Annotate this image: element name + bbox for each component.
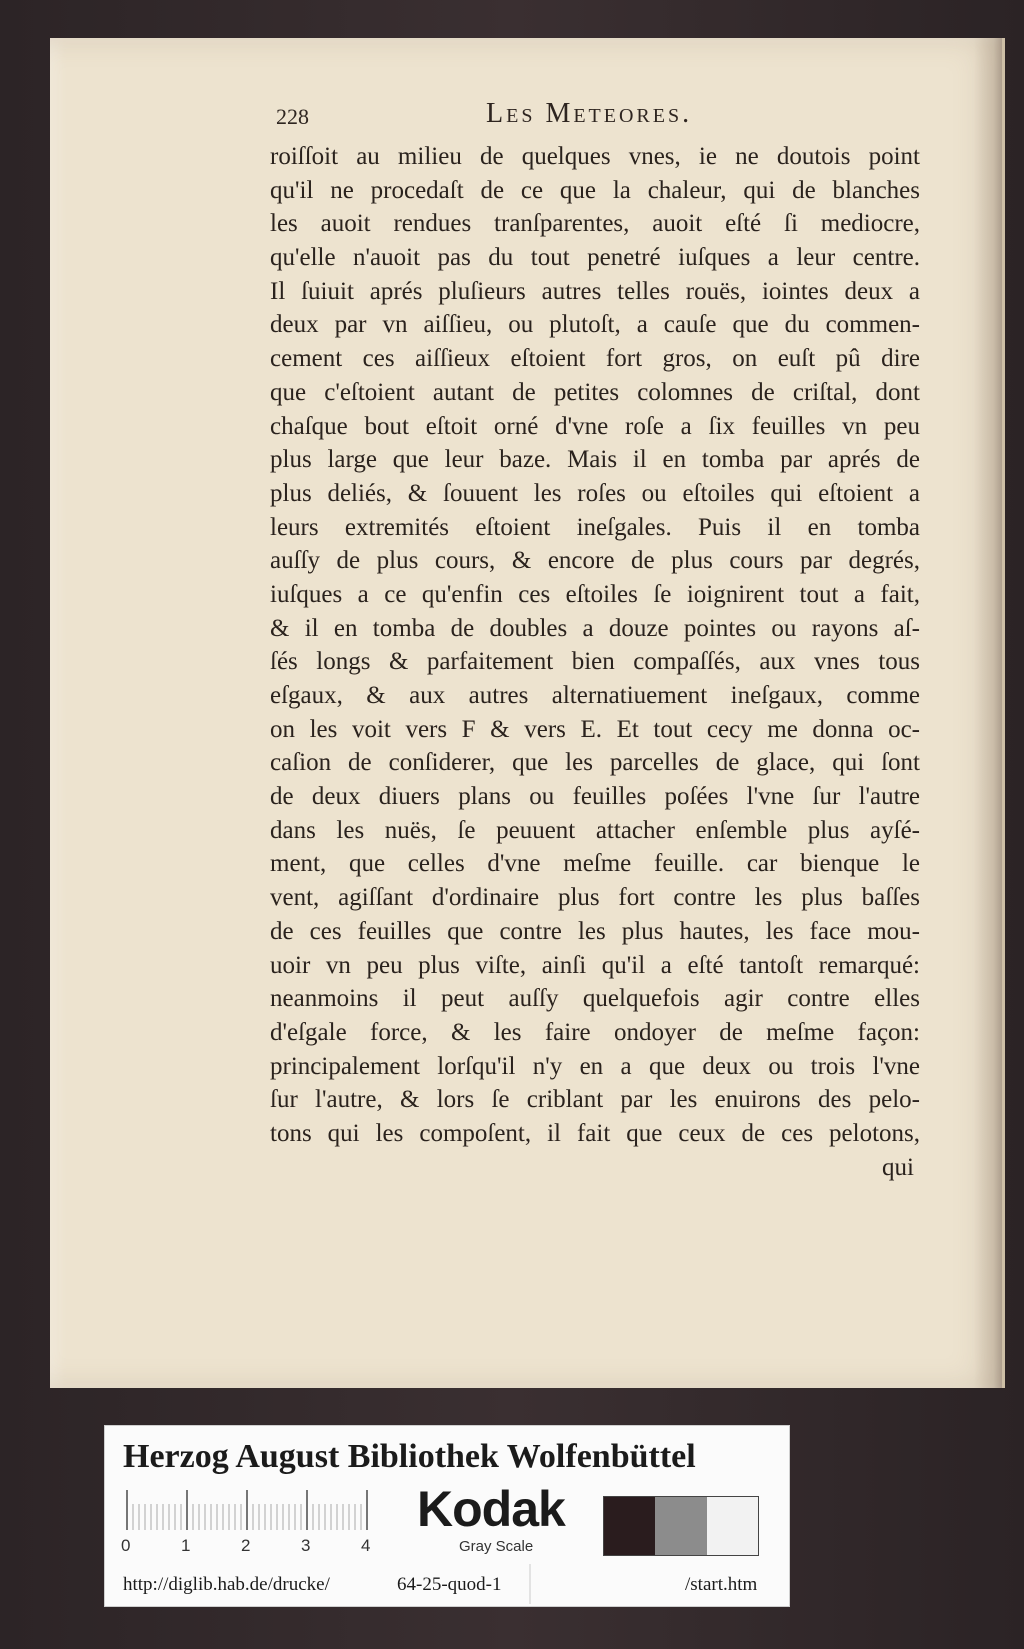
gray-scale-patches: [603, 1496, 759, 1556]
text-line: ment, que celles d'vne meſme feuille. car bienque le: [270, 850, 920, 878]
text-line: cement ces aiſſieux eſtoient fort gros, on euſt pû dire: [270, 345, 920, 373]
text-line: plus large que leur baze. Mais il en tomba par aprés de: [270, 446, 920, 474]
text-line: eſgaux, & aux autres alternatiuement ineſgaux, comme: [270, 682, 920, 709]
text-line: principalement lorſqu'il n'y en a que deux ou trois l'vne: [270, 1052, 920, 1080]
text-line: d'eſgale force, & les faire ondoyer de meſme façon:: [270, 1018, 920, 1046]
text-line: tons qui les compoſent, il fait que ceux de ces pelotons,: [270, 1119, 920, 1147]
text-line: les auoit rendues tranſparentes, auoit eſté ſi mediocre,: [270, 210, 920, 238]
text-line: plus deliés, & ſouuent les roſes ou eſtoiles qui eſtoient a: [270, 479, 920, 507]
text-line: roiſſoit au milieu de quelques vnes, ie ne doutois point: [270, 143, 920, 170]
scale-label-2: 2: [241, 1536, 251, 1555]
text-line: ſur l'autre, & lors ſe criblant par les enuirons des pelo-: [270, 1086, 920, 1114]
text-line: qu'elle n'auoit pas du tout penetré iuſques a leur centre.: [270, 244, 920, 272]
scale-ruler: [125, 1488, 375, 1536]
text-line: de ces feuilles que contre les plus hautes, les face mou-: [270, 917, 920, 945]
url-divider: [529, 1564, 531, 1604]
text-line: uoir vn peu plus viſte, ainſi qu'il a eſté tantoſt remarqué:: [270, 951, 920, 979]
text-line: caſion de conſiderer, que les parcelles de glace, qui ſont: [270, 749, 920, 777]
text-line: deux par vn aiſſieu, ou plutoſt, a cauſe que du commen-: [270, 311, 920, 339]
text-line: on les voit vers F & vers E. Et tout cecy me donna oc-: [270, 715, 920, 743]
text-line: chaſque bout eſtoit orné d'vne roſe a ſix feuilles vn peu: [270, 412, 920, 440]
text-line: iuſques a ce qu'enfin ces eſtoiles ſe ioignirent tout a fait,: [270, 580, 920, 608]
gray-patch-dark: [604, 1497, 655, 1555]
text-line: vent, agiſſant d'ordinaire plus fort contre les plus baſſes: [270, 884, 920, 912]
text-line: que c'eſtoient autant de petites colomnes de criſtal, dont: [270, 378, 920, 406]
url-base: http://diglib.hab.de/drucke/: [123, 1574, 330, 1595]
kodak-logo: Kodak: [417, 1481, 565, 1537]
text-line: auſſy de plus cours, & encore de plus cours par degrés,: [270, 547, 920, 575]
text-line: dans les nuës, ſe peuuent attacher enſemble plus ayſé-: [270, 816, 920, 844]
running-title: Les Meteores.: [486, 98, 693, 129]
scale-label-4: 4: [361, 1536, 371, 1555]
book-page: [50, 38, 1005, 1388]
text-line: leurs extremités eſtoient ineſgales. Puis il en tomba: [270, 513, 920, 541]
text-line: Il ſuiuit aprés pluſieurs autres telles rouës, iointes deux a: [270, 277, 920, 305]
scale-label-3: 3: [301, 1536, 311, 1555]
gray-scale-label: Gray Scale: [459, 1538, 534, 1555]
page-number: 228: [276, 104, 309, 129]
page-header: [276, 100, 916, 136]
text-line: neanmoins il peut auſſy quelquefois agir contre elles: [270, 985, 920, 1013]
catchword: qui: [882, 1153, 914, 1181]
text-line: qu'il ne procedaſt de ce que la chaleur, qui de blanches: [270, 176, 920, 204]
text-line: & il en tomba de doubles a douze pointes ou rayons aſ-: [270, 614, 920, 642]
body-text: [270, 140, 920, 1184]
page-gutter-shadow: [974, 38, 1002, 1388]
scale-label-1: 1: [181, 1536, 191, 1555]
scale-label-0: 0: [121, 1536, 131, 1555]
url-shelfmark: 64-25-quod-1: [397, 1574, 502, 1595]
text-line: de deux diuers plans ou feuilles poſées l'vne ſur l'autre: [270, 783, 920, 811]
gray-patch-light: [707, 1497, 758, 1555]
gray-patch-mid: [655, 1497, 706, 1555]
library-scan-card: [104, 1425, 790, 1607]
url-suffix: /start.htm: [685, 1574, 758, 1595]
text-line: ſés longs & parfaitement bien compaſſés, aux vnes tous: [270, 648, 920, 676]
library-name: Herzog August Bibliothek Wolfenbüttel: [123, 1438, 696, 1475]
